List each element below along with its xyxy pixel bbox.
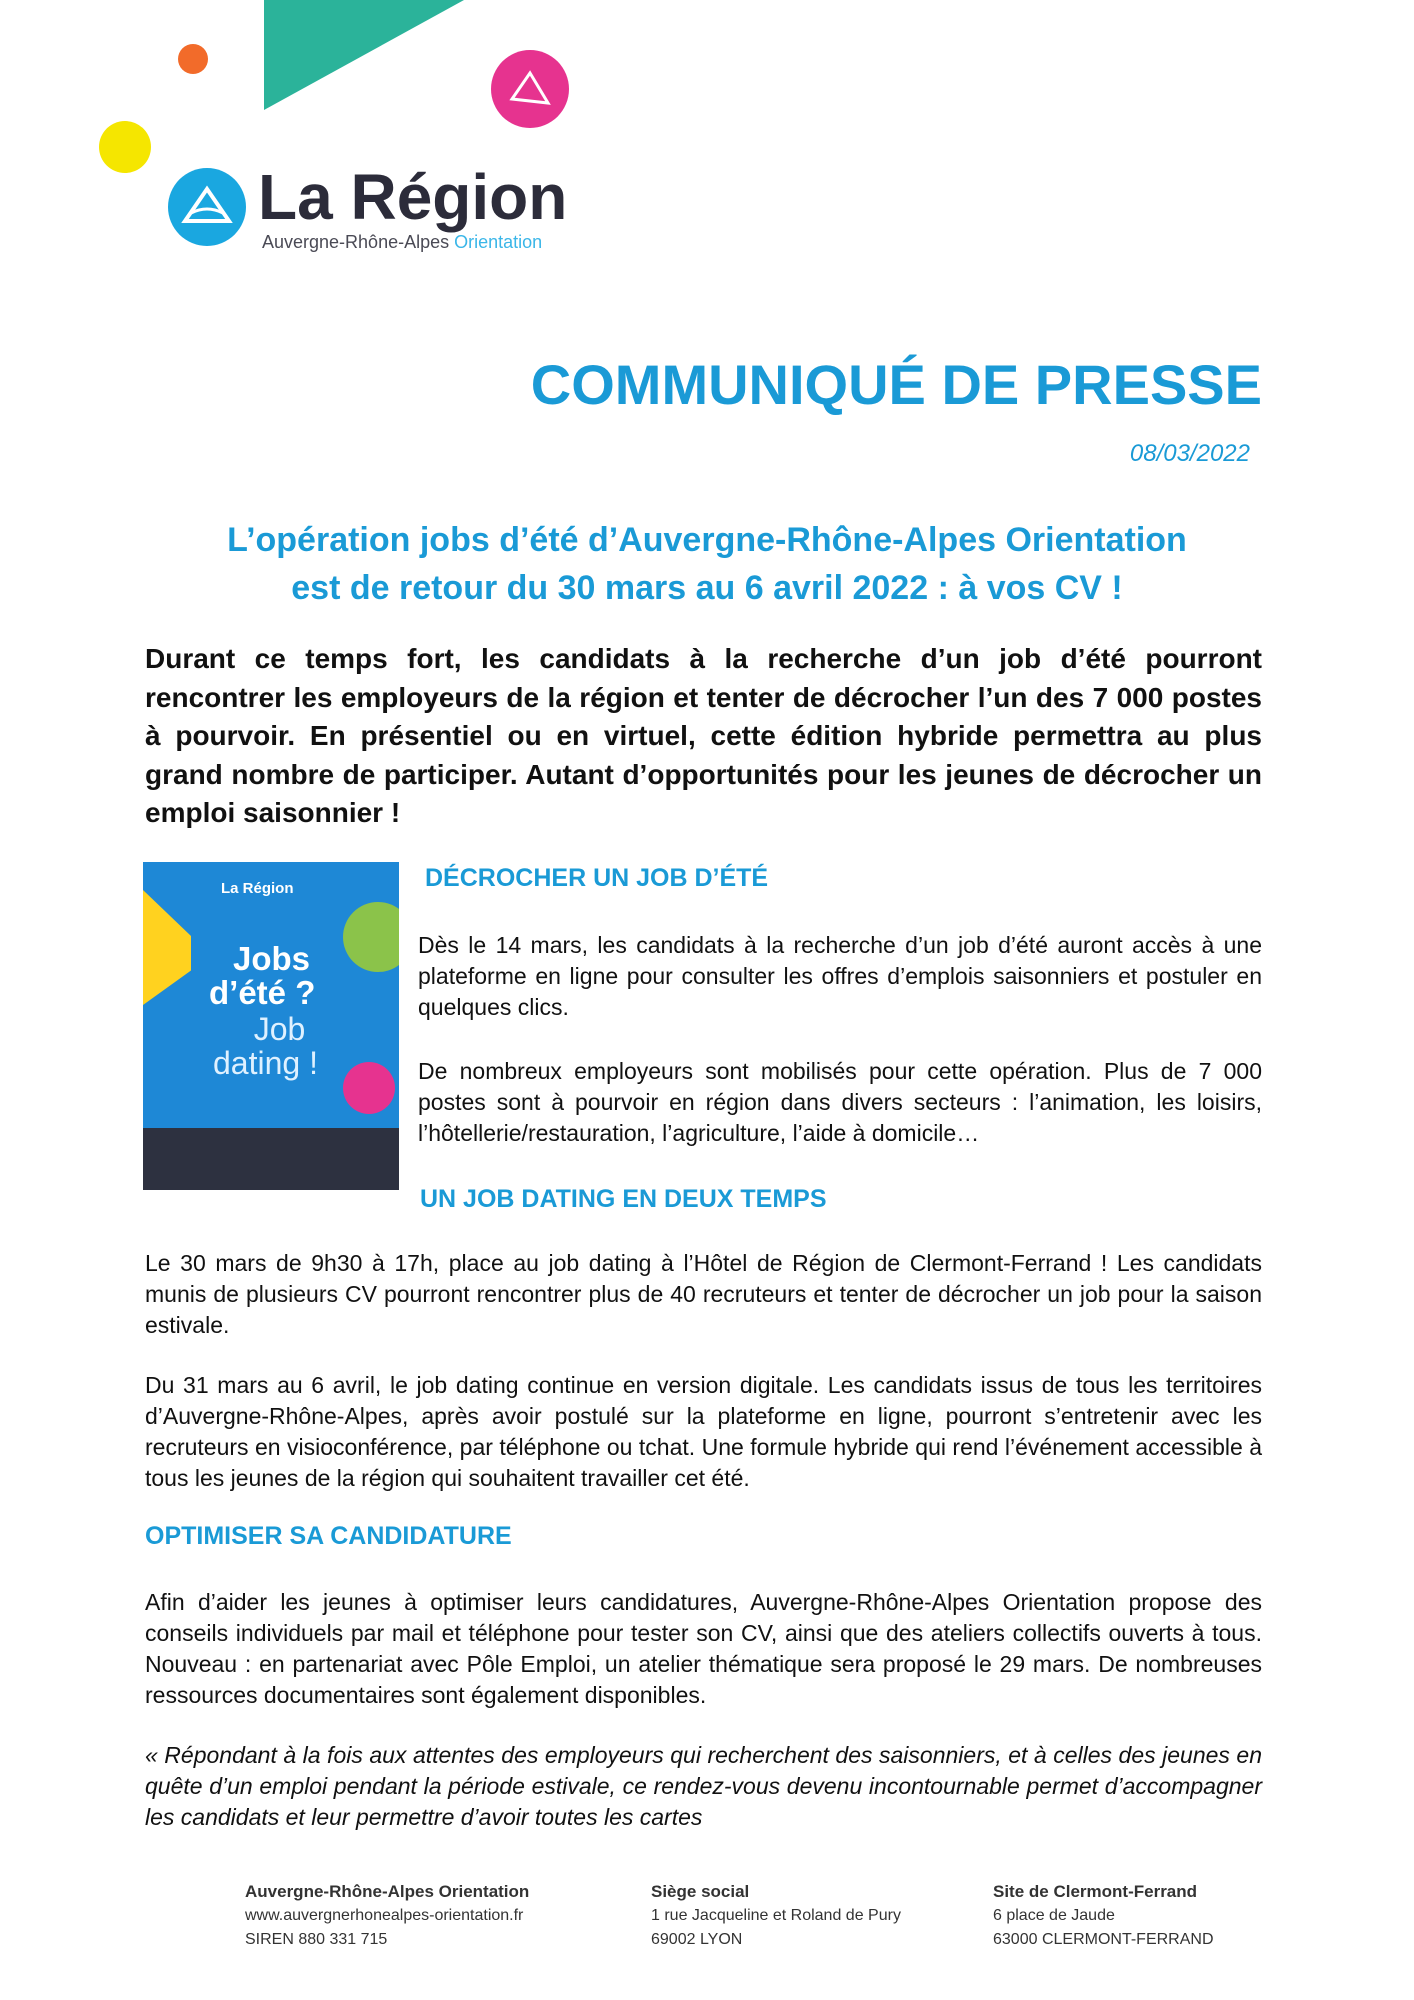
footer-clermont-title: Site de Clermont-Ferrand [993, 1882, 1198, 1901]
green-triangle-decoration [264, 0, 464, 110]
poster-yellow-shape [143, 890, 191, 1005]
poster-ete-line: d’été ? [209, 974, 316, 1011]
poster-partner-strip [143, 1190, 399, 1214]
footer-clermont-site [993, 1880, 1214, 1952]
poster-dating-line: dating ! [213, 1045, 318, 1081]
poster-jobs-title [209, 940, 316, 1011]
press-title: COMMUNIQUÉ DE PRESSE [530, 353, 1262, 416]
brand-subtitle-main: Auvergne-Rhône-Alpes [262, 232, 450, 252]
pink-circle-icon [491, 50, 569, 128]
section-2-paragraph-1: Le 30 mars de 9h30 à 17h, place au job dating à l’Hôtel de Région de Clermont-Ferrand ! Les candidats munis de plusieurs CV pourront rencontrer plus de 40 recruteurs et tenter de décrocher un job pour la saison estivale. [145, 1250, 1262, 1338]
brand-subtitle-accent: Orientation [454, 232, 543, 252]
poster-character-illustration [343, 902, 399, 972]
footer-clermont-street: 6 place de Jaude [993, 1907, 1115, 1924]
footer-headquarters-street: 1 rue Jacqueline et Roland de Pury [651, 1907, 901, 1924]
section-1-paragraph-2: De nombreux employeurs sont mobilisés pour cette opération. Plus de 7 000 postes sont à pourvoir en région dans divers secteurs : l’animation, les loisirs, l’hôtellerie/restauration, l’agriculture, l’aide à domicile… [418, 1058, 1262, 1146]
footer-headquarters-title: Siège social [651, 1882, 750, 1901]
section-3-paragraph-1: Afin d’aider les jeunes à optimiser leurs candidatures, Auvergne-Rhône-Alpes Orientation propose des conseils individuels par mail et téléphone pour tester son CV, ainsi que des ateliers collectifs ouverts à tous. Nouveau : en partenariat avec Pôle Emploi, un atelier thématique sera proposé le 29 mars. De nombreuses ressources documentaires sont également disponibles. [145, 1589, 1262, 1708]
brand-subtitle [262, 232, 542, 253]
yellow-dot-decoration [99, 121, 151, 173]
headline [130, 516, 1284, 612]
poster-jobs-line: Jobs [233, 940, 311, 977]
poster-job-line: Job [253, 1011, 306, 1047]
poster-info-bar [143, 1128, 399, 1190]
quote-paragraph: « Répondant à la fois aux attentes des employeurs qui recherchent des saisonniers, et à celles des jeunes en quête d’un emploi pendant la période estivale, ce rendez-vous devenu incontournable permet d’accompagner les candidats et leur permettre d’avoir toutes les cartes [145, 1742, 1262, 1830]
poster-dating-title [213, 1012, 318, 1080]
section-1-paragraph-1: Dès le 14 mars, les candidats à la recherche d’un job d’été auront accès à une plateforme en ligne pour consulter les offres d’emplois saisonniers et postuler en quelques clics. [418, 932, 1262, 1020]
section-title-decrocher: DÉCROCHER UN JOB D’ÉTÉ [425, 864, 769, 892]
section-2-paragraph-2: Du 31 mars au 6 avril, le job dating continue en version digitale. Les candidats issus de tous les territoires d’Auvergne-Rhône-Alpes, après avoir postulé sur la plateforme en ligne, pourront s’entretenir avec les recruteurs en visioconférence, par téléphone ou tchat. Une formule hybride qui rend l’événement accessible à tous les jeunes de la région qui souhaitent travailler cet été. [145, 1372, 1262, 1491]
press-date: 08/03/2022 [1129, 440, 1250, 467]
footer-headquarters [651, 1880, 901, 1952]
footer-siren: SIREN 880 331 715 [245, 1931, 388, 1948]
footer-organization-title: Auvergne-Rhône-Alpes Orientation [245, 1882, 530, 1901]
section-title-optimiser: OPTIMISER SA CANDIDATURE [145, 1522, 512, 1550]
poster-pink-badge [343, 1062, 395, 1114]
footer-organization [245, 1880, 529, 1952]
lead-paragraph: Durant ce temps fort, les candidats à la recherche d’un job d’été pourront rencontrer les employeurs de la région et tenter de décrocher l’un des 7 000 postes à pourvoir. En présentiel ou en virtuel, cette édition hybride permettra au plus grand nombre de participer. Autant d’opportunités pour les jeunes de décrocher un emploi saisonnier ! [145, 643, 1262, 828]
region-logo-icon [168, 168, 246, 246]
headline-line-1: L’opération jobs d’été d’Auvergne-Rhône-Alpes Orientation [227, 521, 1187, 559]
jobs-dating-poster [143, 862, 399, 1214]
footer-clermont-city: 63000 CLERMONT-FERRAND [993, 1931, 1214, 1948]
footer-headquarters-city: 69002 LYON [651, 1931, 743, 1948]
orange-dot-decoration [178, 44, 208, 74]
poster-logo: La Région [221, 880, 294, 897]
section-title-job-dating: UN JOB DATING EN DEUX TEMPS [420, 1185, 827, 1213]
footer-website: www.auvergnerhonealpes-orientation.fr [245, 1907, 524, 1924]
headline-line-2: est de retour du 30 mars au 6 avril 2022 : à vos CV ! [291, 569, 1123, 607]
brand-title: La Région [258, 161, 568, 233]
